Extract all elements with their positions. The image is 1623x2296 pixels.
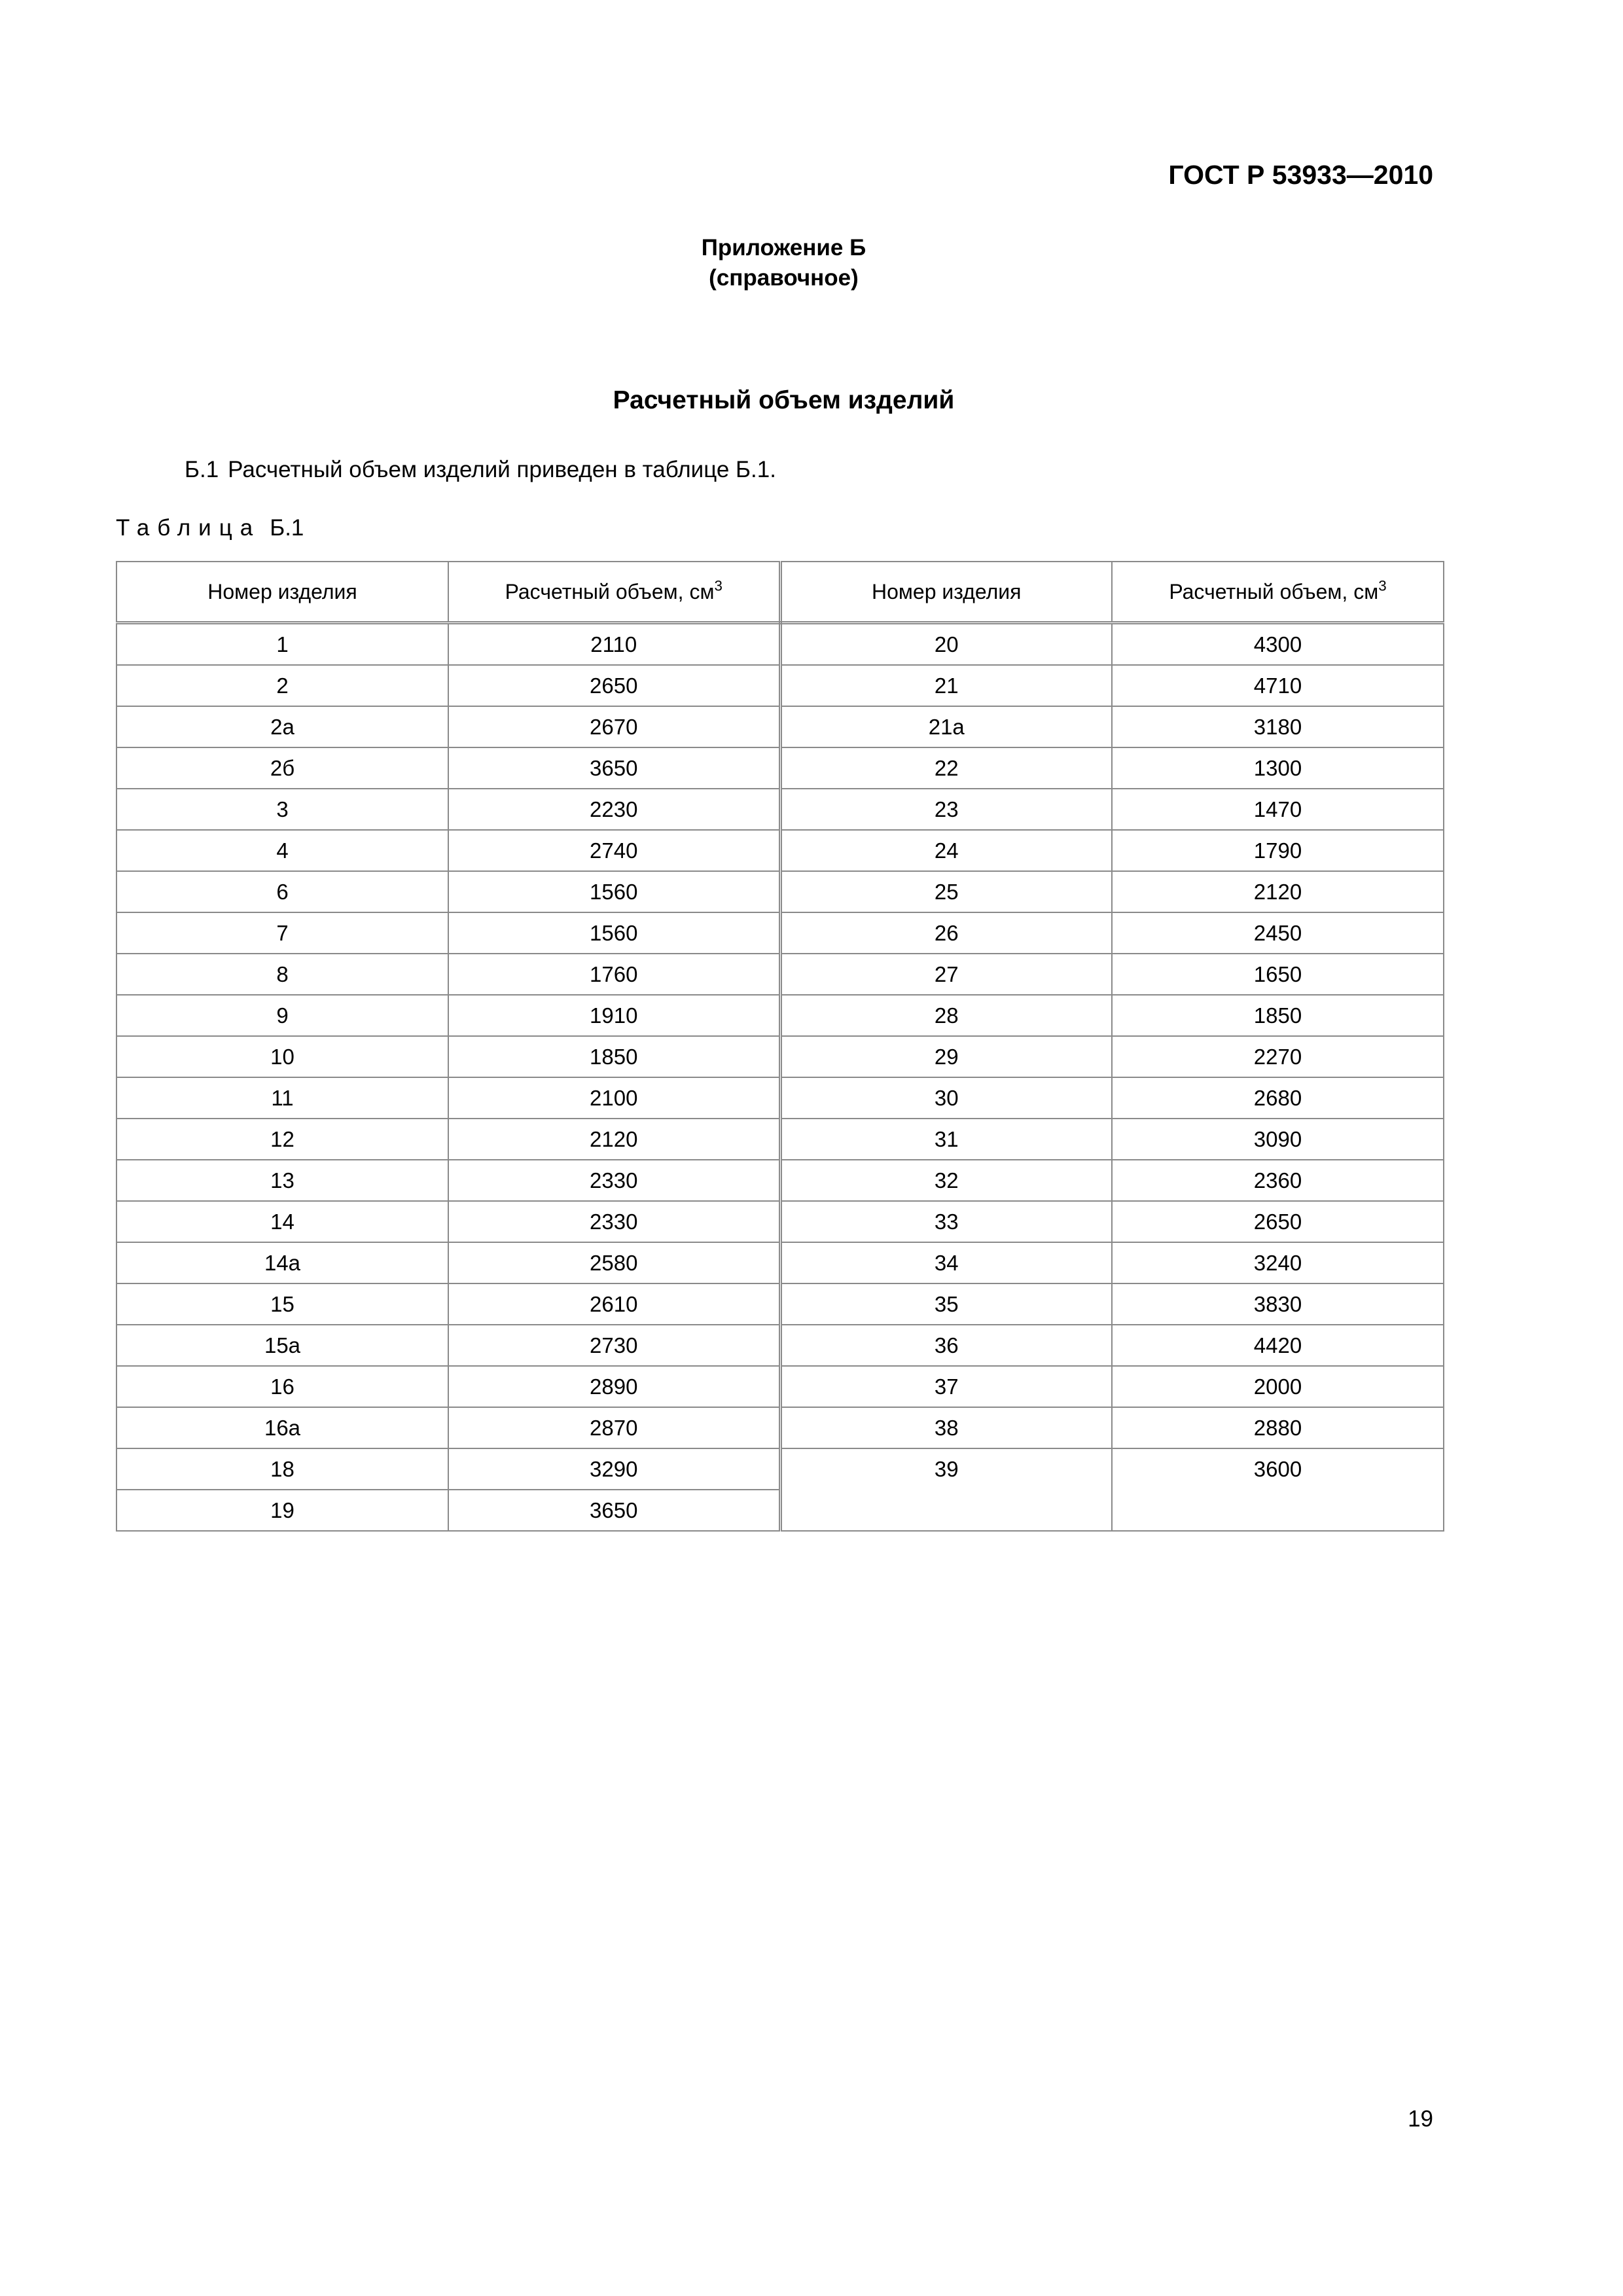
item-number-cell: 19 (116, 1490, 448, 1531)
item-number-cell: 9 (116, 995, 448, 1036)
item-number-cell: 1 (116, 623, 448, 666)
table-row (116, 1283, 1444, 1325)
item-number-cell: 37 (780, 1366, 1112, 1407)
item-number-cell: 10 (116, 1036, 448, 1077)
item-number-cell: 21 (780, 665, 1112, 706)
intro-paragraph (185, 457, 776, 483)
item-number-cell: 33 (780, 1201, 1112, 1242)
item-number-cell: 28 (780, 995, 1112, 1036)
volume-cell: 2680 (1112, 1077, 1444, 1119)
item-number-cell: 35 (780, 1283, 1112, 1325)
item-number-cell: 22 (780, 747, 1112, 789)
item-number-cell: 38 (780, 1407, 1112, 1448)
item-number-cell: 24 (780, 830, 1112, 871)
volume-cell: 2450 (1112, 912, 1444, 954)
volume-cell: 2230 (448, 789, 780, 830)
table-row (116, 830, 1444, 871)
volume-cell: 3090 (1112, 1119, 1444, 1160)
section-title: Расчетный объем изделий (613, 386, 955, 414)
volume-cell: 2650 (1112, 1201, 1444, 1242)
volume-cell: 2330 (448, 1160, 780, 1201)
table-row (116, 1407, 1444, 1448)
volume-cell: 2890 (448, 1366, 780, 1407)
item-number-cell: 13 (116, 1160, 448, 1201)
table-row (116, 706, 1444, 747)
volume-cell: 2330 (448, 1201, 780, 1242)
appendix-title: Приложение Б (701, 235, 866, 260)
table-body (116, 623, 1444, 1532)
item-number-cell: 18 (116, 1448, 448, 1490)
volume-cell: 3290 (448, 1448, 780, 1490)
volume-cell: 2000 (1112, 1366, 1444, 1407)
table-row (116, 1448, 1444, 1490)
volume-cell: 1650 (1112, 954, 1444, 995)
item-number-cell: 15 (116, 1283, 448, 1325)
item-number-cell: 2 (116, 665, 448, 706)
volume-cell: 3180 (1112, 706, 1444, 747)
item-number-cell: 20 (780, 623, 1112, 666)
header-volume-right: Расчетный объем, $см^3$ (1112, 562, 1444, 623)
table-row (116, 1201, 1444, 1242)
volume-cell: 3650 (448, 1490, 780, 1531)
header-item-number-left: Номер изделия (116, 562, 448, 623)
table-row (116, 1366, 1444, 1407)
volume-cell: 1760 (448, 954, 780, 995)
item-number-cell: 11 (116, 1077, 448, 1119)
volume-cell: 3600 (1112, 1448, 1444, 1531)
item-number-cell: 23 (780, 789, 1112, 830)
item-number-cell: 14 (116, 1201, 448, 1242)
page-number: 19 (1408, 2106, 1433, 2132)
item-number-cell: 29 (780, 1036, 1112, 1077)
item-number-cell: 32 (780, 1160, 1112, 1201)
volume-cell: 1560 (448, 871, 780, 912)
table-row (116, 1119, 1444, 1160)
volume-cell: 2120 (1112, 871, 1444, 912)
header-item-number-right: Номер изделия (780, 562, 1112, 623)
item-number-cell: 26 (780, 912, 1112, 954)
item-number-cell: 21а (780, 706, 1112, 747)
volume-cell: 4710 (1112, 665, 1444, 706)
item-number-cell: 39 (780, 1448, 1112, 1531)
header-volume-left: Расчетный объем, $см^3$ (448, 562, 780, 623)
item-number-cell: 12 (116, 1119, 448, 1160)
volume-cell: 1850 (1112, 995, 1444, 1036)
item-number-cell: 7 (116, 912, 448, 954)
table-row (116, 747, 1444, 789)
item-number-cell: 34 (780, 1242, 1112, 1283)
volume-cell: 1850 (448, 1036, 780, 1077)
table-row (116, 1077, 1444, 1119)
volume-cell: 1300 (1112, 747, 1444, 789)
table-caption (116, 515, 304, 541)
volume-cell: 2100 (448, 1077, 780, 1119)
item-number-cell: 6 (116, 871, 448, 912)
volume-cell: 4300 (1112, 623, 1444, 666)
appendix-heading (0, 233, 1567, 293)
table-row (116, 995, 1444, 1036)
volume-cell: 2870 (448, 1407, 780, 1448)
volume-cell: 2670 (448, 706, 780, 747)
volume-cell: 2580 (448, 1242, 780, 1283)
item-number-cell: 36 (780, 1325, 1112, 1366)
table-caption-id: Б.1 (270, 515, 304, 541)
intro-clause-number: Б.1 (185, 457, 219, 482)
table-header-row (116, 562, 1444, 623)
volume-cell: 1910 (448, 995, 780, 1036)
volume-cell: 2110 (448, 623, 780, 666)
volume-cell: 1470 (1112, 789, 1444, 830)
intro-text: Расчетный объем изделий приведен в таблице Б.1. (228, 457, 776, 482)
volume-cell: 2880 (1112, 1407, 1444, 1448)
volume-cell: 2650 (448, 665, 780, 706)
volume-cell: 2120 (448, 1119, 780, 1160)
item-number-cell: 27 (780, 954, 1112, 995)
volume-cell: 1790 (1112, 830, 1444, 871)
table-row (116, 1160, 1444, 1201)
item-number-cell: 3 (116, 789, 448, 830)
item-number-cell: 2б (116, 747, 448, 789)
appendix-subtitle: (справочное) (709, 265, 859, 291)
table-row (116, 665, 1444, 706)
table-row (116, 1242, 1444, 1283)
volume-cell: 2740 (448, 830, 780, 871)
volume-cell: 2270 (1112, 1036, 1444, 1077)
document-standard-code: ГОСТ Р 53933—2010 (1168, 160, 1433, 190)
item-number-cell: 14а (116, 1242, 448, 1283)
volume-cell: 3830 (1112, 1283, 1444, 1325)
volume-cell: 2360 (1112, 1160, 1444, 1201)
item-number-cell: 15а (116, 1325, 448, 1366)
volume-cell: 3240 (1112, 1242, 1444, 1283)
table-row (116, 954, 1444, 995)
volume-cell: 2610 (448, 1283, 780, 1325)
volume-table (116, 561, 1444, 1532)
volume-cell: 4420 (1112, 1325, 1444, 1366)
item-number-cell: 2а (116, 706, 448, 747)
table-row (116, 1036, 1444, 1077)
table-row (116, 912, 1444, 954)
item-number-cell: 8 (116, 954, 448, 995)
volume-cell: 1560 (448, 912, 780, 954)
item-number-cell: 4 (116, 830, 448, 871)
table-caption-word: Таблица (116, 515, 261, 541)
volume-cell: 3650 (448, 747, 780, 789)
table-row (116, 871, 1444, 912)
item-number-cell: 16 (116, 1366, 448, 1407)
table-row (116, 789, 1444, 830)
item-number-cell: 30 (780, 1077, 1112, 1119)
table-row (116, 1325, 1444, 1366)
table-row (116, 623, 1444, 666)
item-number-cell: 25 (780, 871, 1112, 912)
item-number-cell: 31 (780, 1119, 1112, 1160)
item-number-cell: 16а (116, 1407, 448, 1448)
volume-cell: 2730 (448, 1325, 780, 1366)
